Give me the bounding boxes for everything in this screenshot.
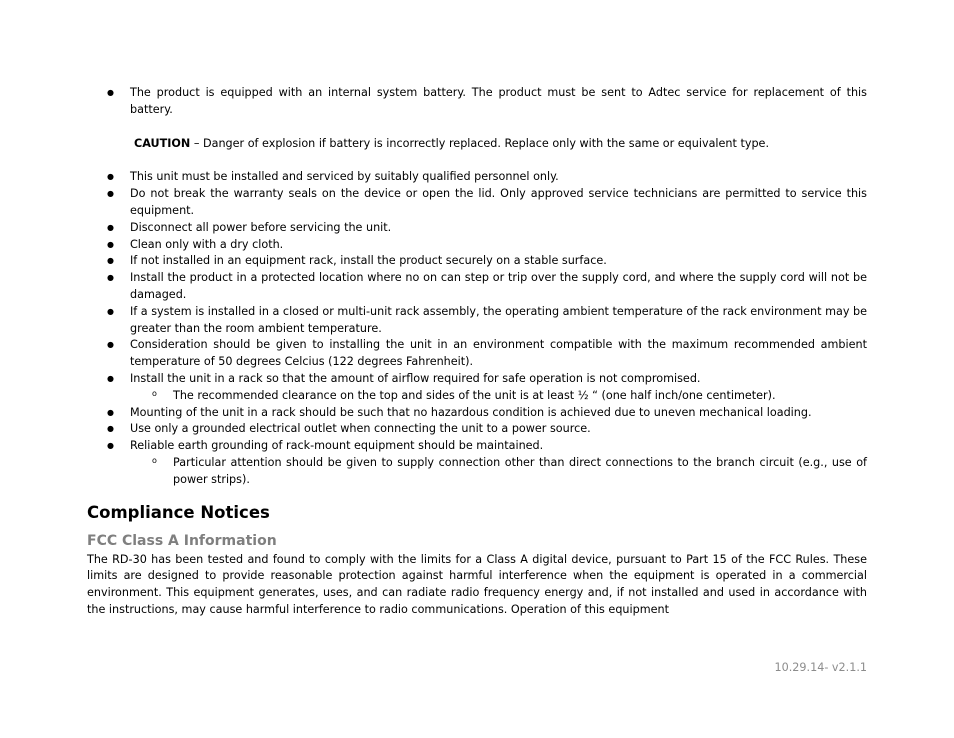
grounding-sub-list [130, 455, 867, 489]
fcc-paragraph: The RD-30 has been tested and found to comply with the limits for a Class A digital device, pursuant to Part 15 of the FCC Rules. These limits are designed to provide reasonable protection against harmful interference when the equipment is operated in a commercial environment. This equipment generates, uses, and can radiate radio frequency energy and, if not installed and used in accordance with the instructions, may cause harmful interference to radio communications. Operation of this equipment [87, 552, 867, 616]
compliance-heading: Compliance Notices [87, 502, 270, 522]
safety-bullet-list [87, 169, 867, 488]
list-item: ● If a system is installed in a closed or multi-unit rack assembly, the operating ambient temperature of the rack environment may be greater than the room ambient temperature. [87, 304, 867, 338]
list-item: ● Consideration should be given to installing the unit in an environment compatible with the maximum recommended ambient temperature of 50 degrees Celcius (122 degrees Fahrenheit). [87, 337, 867, 371]
list-item-text: Install the unit in a rack so that the amount of airflow required for safe operation is not compromised. [130, 371, 701, 385]
version-footer: 10.29.14- v2.1.1 [774, 661, 867, 674]
list-item-airflow [87, 371, 867, 405]
list-item: ● Use only a grounded electrical outlet when connecting the unit to a power source. [87, 421, 867, 438]
caution-note [87, 136, 867, 153]
sub-list-item: o The recommended clearance on the top and sides of the unit is at least ½ “ (one half inch/one centimeter). [130, 388, 867, 405]
list-item-grounding [87, 438, 867, 488]
list-item: ● Disconnect all power before servicing the unit. [87, 220, 867, 237]
list-item-text: Reliable earth grounding of rack-mount equipment should be maintained. [130, 439, 544, 453]
list-item: ● Mounting of the unit in a rack should be such that no hazardous condition is achieved due to uneven mechanical loading. [87, 405, 867, 422]
caution-text: – Danger of explosion if battery is incorrectly replaced. Replace only with the same or equivalent type. [190, 136, 769, 150]
list-item: ● The product is equipped with an internal system battery. The product must be sent to Adtec service for replacement of this battery. [87, 85, 867, 119]
battery-bullet-list [87, 85, 867, 119]
list-item: ● Install the product in a protected location where no on can step or trip over the supply cord, and where the supply cord will not be damaged. [87, 270, 867, 304]
sub-list-item: o Particular attention should be given to supply connection other than direct connections to the branch circuit (e.g., use of power strips). [130, 455, 867, 489]
document-page [87, 85, 867, 619]
caution-label: CAUTION [134, 136, 191, 150]
list-item: ● Clean only with a dry cloth. [87, 237, 867, 254]
fcc-subheading: FCC Class A Information [87, 532, 277, 549]
list-item: ● Do not break the warranty seals on the device or open the lid. Only approved service technicians are permitted to service this equipment. [87, 186, 867, 220]
list-item: ● This unit must be installed and serviced by suitably qualified personnel only. [87, 169, 867, 186]
airflow-sub-list [130, 388, 867, 405]
list-item: ● If not installed in an equipment rack, install the product securely on a stable surface. [87, 253, 867, 270]
